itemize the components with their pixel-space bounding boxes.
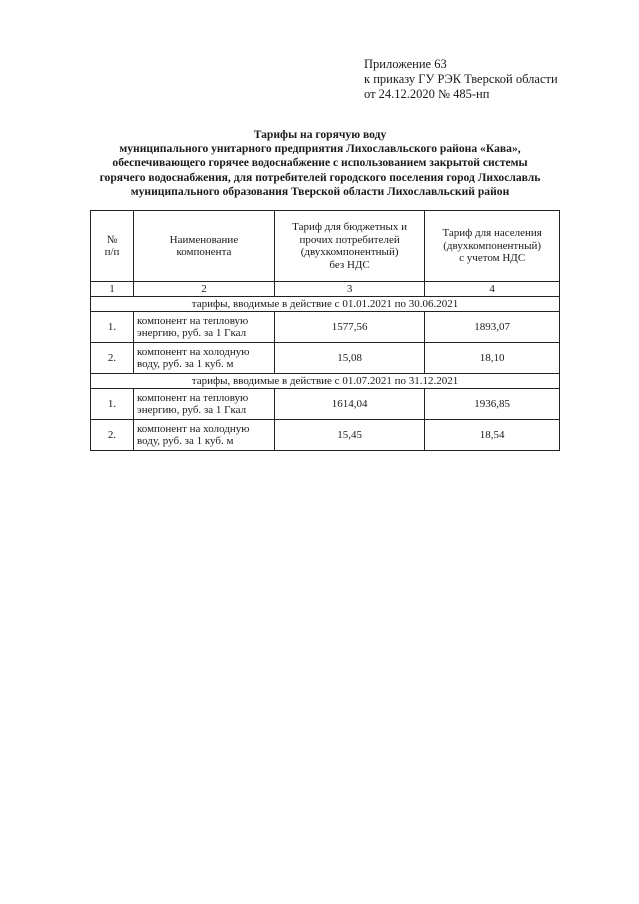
document-title bbox=[80, 128, 560, 199]
period-label: тарифы, вводимые в действие с 01.01.2021 по 30.06.2021 bbox=[91, 297, 560, 312]
row-num: 1. bbox=[91, 389, 134, 420]
appendix-line: Приложение 63 bbox=[364, 57, 447, 71]
row-tariff-budget: 1577,56 bbox=[274, 312, 424, 343]
header-tariff-budget: Тариф для бюджетных и прочих потребителей (двухкомпонентный) без НДС bbox=[274, 211, 424, 282]
appendix-line: от 24.12.2020 № 485-нп bbox=[364, 87, 490, 101]
appendix-line: к приказу ГУ РЭК Тверской области bbox=[364, 72, 558, 86]
tariff-table bbox=[90, 210, 560, 451]
header-num: № п/п bbox=[91, 211, 134, 282]
row-component-name: компонент на тепловую энергию, руб. за 1 Гкал bbox=[134, 312, 275, 343]
column-number: 3 bbox=[274, 282, 424, 297]
table-row bbox=[91, 389, 560, 420]
row-num: 2. bbox=[91, 343, 134, 374]
period-row bbox=[91, 297, 560, 312]
title-line: муниципального унитарного предприятия Лихославльского района «Кава», bbox=[119, 142, 521, 156]
row-tariff-population: 18,54 bbox=[425, 420, 560, 451]
row-component-name: компонент на холодную воду, руб. за 1 куб. м bbox=[134, 343, 275, 374]
title-line: муниципального образования Тверской области Лихославльский район bbox=[130, 184, 510, 198]
row-tariff-budget: 15,08 bbox=[274, 343, 424, 374]
title-line: Тарифы на горячую воду bbox=[253, 128, 387, 141]
table-row bbox=[91, 420, 560, 451]
column-number-row bbox=[91, 282, 560, 297]
header-name: Наименование компонента bbox=[134, 211, 275, 282]
period-label: тарифы, вводимые в действие с 01.07.2021 по 31.12.2021 bbox=[91, 374, 560, 389]
column-number: 4 bbox=[425, 282, 560, 297]
table-header-row bbox=[91, 211, 560, 282]
appendix-reference bbox=[364, 57, 558, 102]
row-component-name: компонент на холодную воду, руб. за 1 куб. м bbox=[134, 420, 275, 451]
row-tariff-budget: 15,45 bbox=[274, 420, 424, 451]
column-number: 2 bbox=[134, 282, 275, 297]
row-tariff-budget: 1614,04 bbox=[274, 389, 424, 420]
row-tariff-population: 18,10 bbox=[425, 343, 560, 374]
row-num: 2. bbox=[91, 420, 134, 451]
table-row bbox=[91, 343, 560, 374]
header-tariff-population: Тариф для населения (двухкомпонентный) с учетом НДС bbox=[425, 211, 560, 282]
row-tariff-population: 1893,07 bbox=[425, 312, 560, 343]
row-tariff-population: 1936,85 bbox=[425, 389, 560, 420]
row-component-name: компонент на тепловую энергию, руб. за 1 Гкал bbox=[134, 389, 275, 420]
title-line: обеспечивающего горячее водоснабжение с использованием закрытой системы bbox=[112, 156, 528, 170]
period-row bbox=[91, 374, 560, 389]
column-number: 1 bbox=[91, 282, 134, 297]
title-line: горячего водоснабжения, для потребителей городского поселения город Лихославль bbox=[99, 170, 541, 184]
row-num: 1. bbox=[91, 312, 134, 343]
table-row bbox=[91, 312, 560, 343]
